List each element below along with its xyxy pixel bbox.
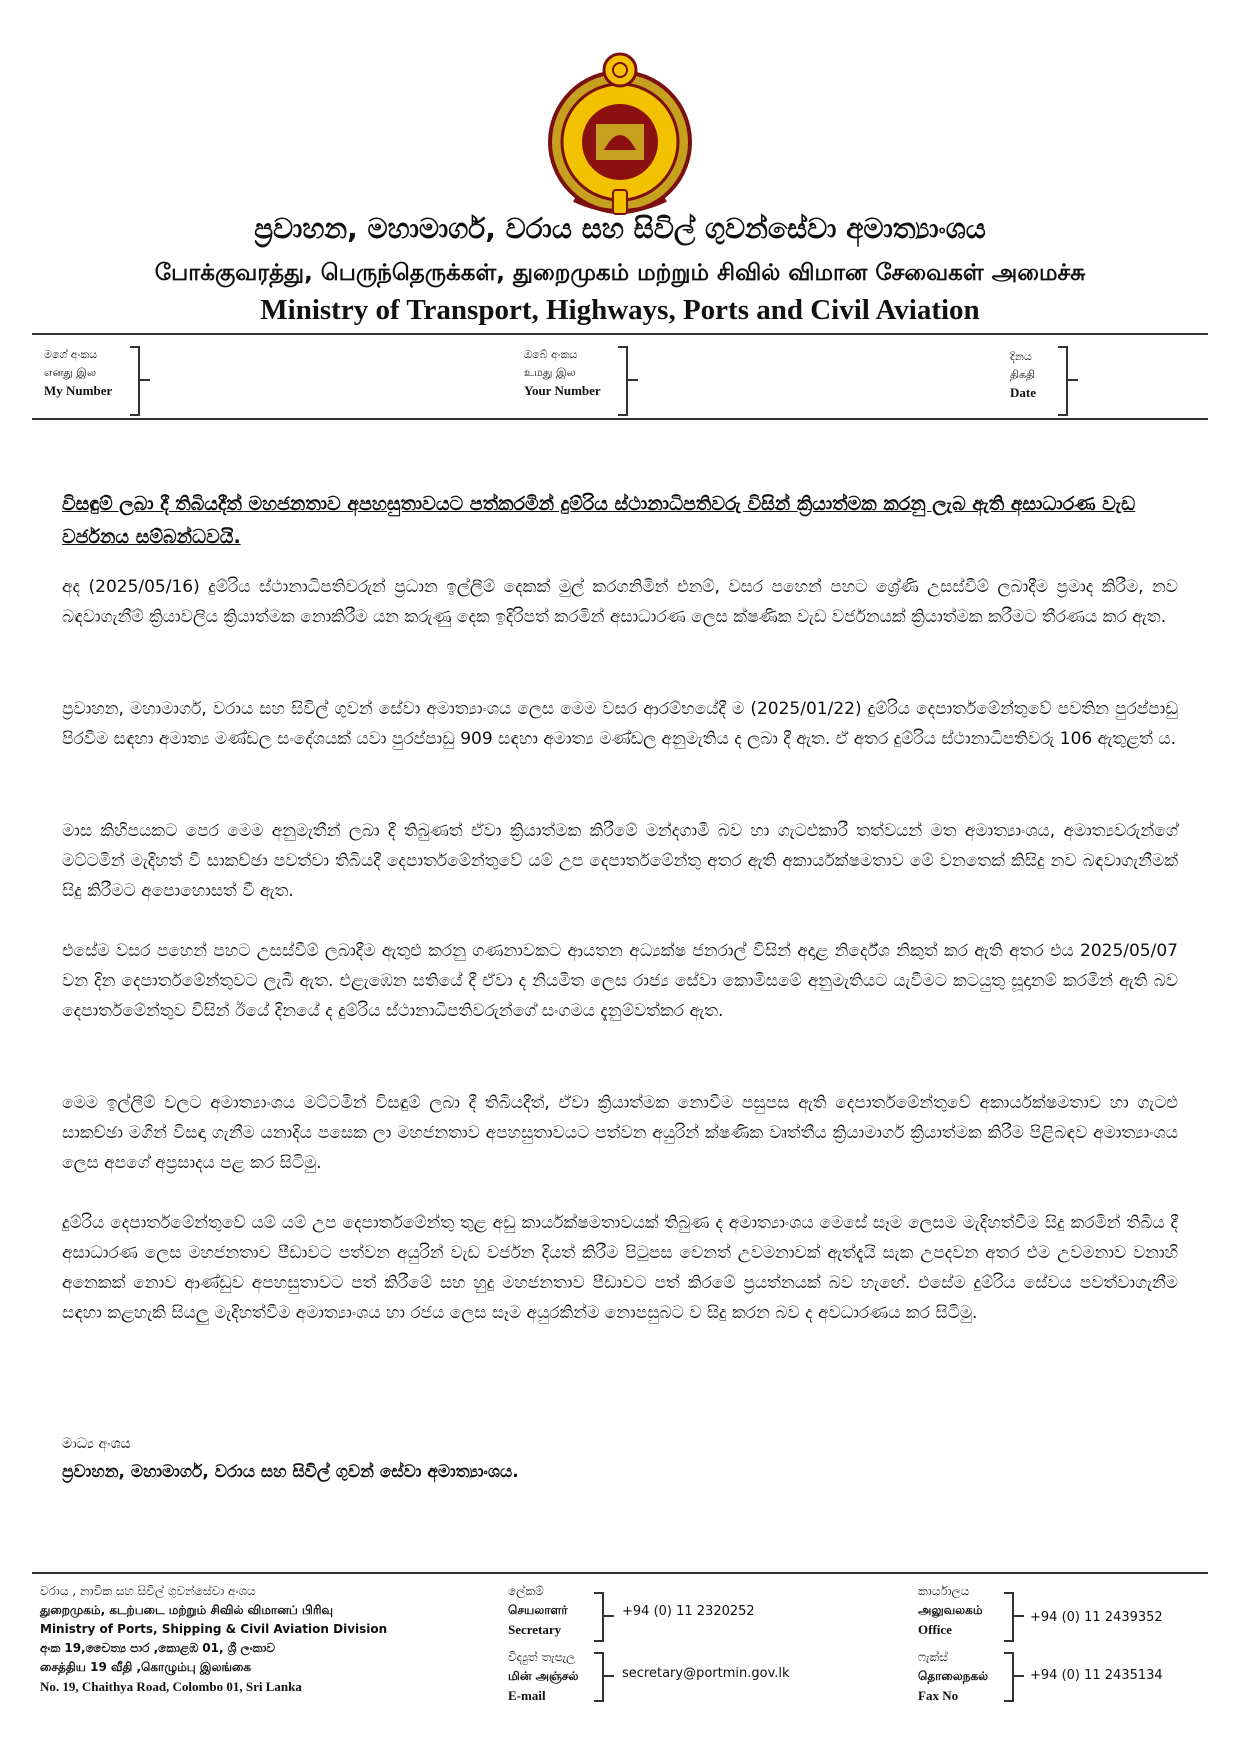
fax-number: +94 (0) 11 2435134 bbox=[1030, 1668, 1163, 1683]
signature-ministry-name: ප්‍රවාහන, මහාමාර්ග, වරාය සහ සිවිල් ගුවන් සේවා අමාත්‍යාංශය. bbox=[62, 1462, 519, 1482]
paragraph-4: එසේම වසර පහෙන් පහට උසස්වීම් ලබාදීම ඇතුළු කරනු ගණනාවකට ආයතන අධ්‍යක්ෂ ජනරාල් විසින් අදාළ නිර්දේශ නිකුත් කර ඇති අතර එය 2025/05/07 වන දින දෙපාර්තමේන්තුවට ලැබී ඇත. එළැඹෙන සතියේ දී ඒවා ද නියමිත ලෙස රාජ්‍ය සේවා කොමිසමේ අනුමැතියට යැවීමට කටයුතු සූදානම් කරමින් ඇති බව දෙපාර්තමේන්තුව විසින් ඊයේ දිනයේ ද දුම්රිය ස්ථානාධිපතිවරුන්ගේ සංගමය දැනුම්වත්කර ඇත. bbox=[62, 941, 1178, 1021]
date-field: දිනය திகதி Date bbox=[1010, 350, 1036, 400]
footer-fax-bracket bbox=[1004, 1652, 1014, 1702]
state-emblem-icon bbox=[534, 50, 706, 222]
footer-secretary-bracket bbox=[594, 1592, 604, 1642]
my-number-bracket bbox=[130, 346, 140, 416]
footer-email-label: විද්‍යුත් තැපැල மின் அஞ்சல் E-mail bbox=[508, 1650, 579, 1703]
footer-secretary-label: ලේකම් செயலாளர் Secretary bbox=[508, 1584, 568, 1637]
secretary-phone: +94 (0) 11 2320252 bbox=[622, 1604, 755, 1619]
paragraph-6: දුම්රිය දෙපාර්තමේන්තුවේ යම් යම් උප දෙපාර්තමේන්තු තුළ අඩු කාර්යක්ෂමතාවයක් තිබුණ ද අමාත්‍යාංශය මෙසේ සෑම ලෙසම මැදිහත්වීම සිදු කරමින් තිබිය දී අසාධාරණ ලෙස මහජනතාව පීඩාවට පත්වන අයුරින් වැඩ වර්ජන දියත් කිරීම පිටුපස වෙනත් උවමනාවක් ඇත්දැයි සැක උපදවන අතර එම උවමනාව වනාහි අනෙකක් නොව ආණ්ඩුව අපහසුතාවට පත් කිරීමේ සහ හුදු මහජනතාව පීඩාවට පත් කිරමේ ප්‍රයත්නයක් බව හැඟේ. එසේම දුම්රිය සේවය පවත්වාගැනීම සඳහා කළහැකි සියලු මැදිහත්වීම අමාත්‍යාංශය හා රජය ලෙස සෑම අයුරකින්ම නොපසුබට ව සිදු කරන බව ද අවධාරණය කර සිටිමු. bbox=[62, 1213, 1178, 1323]
footer-divider bbox=[32, 1572, 1208, 1574]
your-number-bracket bbox=[618, 346, 628, 416]
ministry-title-tamil: போக்குவரத்து, பெருந்தெருக்கள், துறைமுகம் மற்றும் சிவில் விமான சேவைகள் அமைச்சு bbox=[154, 260, 1086, 286]
ministry-title-sinhala: ප්‍රවාහන, මහාමාර්ග, වරාය සහ සිවිල් ගුවන්සේවා අමාත්‍යාංශය bbox=[254, 212, 986, 245]
footer-office-bracket bbox=[1004, 1592, 1014, 1642]
my-number-field: මගේ අංකය எனது இல My Number bbox=[44, 348, 113, 398]
paragraph-3: මාස කිහිපයකට පෙර මෙම අනුමැතීන් ලබා දී තිබුණත් ඒවා ක්‍රියාත්මක කිරීමේ මන්දගාමී බව හා ගැටළුකාරී තත්වයන් මත අමාත්‍යාංශය, අමාත්‍යවරුන්ගේ මට්ටමින් මැදිහත් වී සාකච්ඡා පවත්වා තිබියදී දෙපාර්තමේන්තුවේ යම් උප දෙපාර්තමේන්තු අතර ඇති අකාර්යක්ෂමතාව මේ වනතෙක් කිසිදු නව බඳවාගැනීමක් සිදු කිරීමට අපොහොසත් වී ඇත. bbox=[62, 821, 1178, 901]
ministry-title-english: Ministry of Transport, Highways, Ports and Civil Aviation bbox=[260, 294, 980, 326]
paragraph-5: මෙම ඉල්ලීම් වලට අමාත්‍යාංශය මට්ටමින් විසඳුම් ලබා දී තිබියදීත්, ඒවා ක්‍රියාත්මක නොවීම පසුපස ඇති දෙපාර්තමේන්තුවේ අකාර්යක්ෂමතාව හා ගැටළු සාකච්ඡා මගින් විසඳා ගැනීම යනාදිය පසෙක ලා මහජනතාව අපහසුතාවයට පත්වන අයුරින් ක්ෂණික වෘත්තීය ක්‍රියාමාර්ග ක්‍රියාත්මක කිරීම පිළිබඳව අමාත්‍යාංශය ලෙස අපගේ අප්‍රසාදය පළ කර සිටිමු. bbox=[62, 1093, 1178, 1173]
footer-fax-label: ෆැක්ස් தொலைநகல் Fax No bbox=[918, 1650, 989, 1703]
footer-email-bracket bbox=[594, 1652, 604, 1702]
office-phone: +94 (0) 11 2439352 bbox=[1030, 1610, 1163, 1625]
header-divider bbox=[32, 333, 1208, 335]
media-unit-label: මාධ්‍ය අංශය bbox=[62, 1436, 131, 1452]
your-number-field: ඔබේ අංකය உமது இல Your Number bbox=[524, 348, 601, 398]
paragraph-1: අද (2025/05/16) දුම්රිය ස්ථානාධිපතිවරුන් ප්‍රධාන ඉල්ලීම් දෙකක් මුල් කරගනිමින් එනම්, වසර පහෙන් පහට ශ්‍රේණි උසස්වීම් ලබාදීම ප්‍රමාද කිරීම, නව බඳවාගැනීම් ක්‍රියාවලිය ක්‍රියාත්මක නොකිරීම යන කරුණු දෙක ඉදිරිපත් කරමින් අසාධාරණ ලෙස ක්ෂණික වැඩ වර්ජනයක් ක්‍රියාත්මක කරීමට තීරණය කර ඇත. bbox=[62, 577, 1178, 627]
paragraph-2: ප්‍රවාහන, මහාමාර්ග, වරාය සහ සිවිල් ගුවන් සේවා අමාත්‍යාංශය ලෙස මෙම වසර ආරම්භයේදී ම (2025/01/22) දුම්රිය දෙපාර්තමේන්තුවේ පවතින පුරප්පාඩු පිරවීම සඳහා අමාත්‍ය මණ්ඩල සංදේශයක් යවා පුරප්පාඩු 909 සඳහා අමාත්‍ය මණ්ඩල අනුමැතිය ද ලබා දී ඇත. ඒ අතර දුම්රිය ස්ථානාධිපතිවරු 106 ඇතුළත් ය. bbox=[62, 699, 1178, 749]
reference-divider bbox=[32, 418, 1208, 420]
footer-address: වරාය , නාවික සහ සිවිල් ගුවන්සේවා අංශය துறைமுகம், கடற்படை மற்றும் சிவில் விமானப் பிரிவு Ministry of Ports, Shipping & Civil Aviation Division අංක 19,චෛත්‍ය පාර ,කොළඹ 01, ශ්‍රී ලංකාව சைத்திய 19 வீதி ,கொழும்பு இலங்கை No. 19, Chaithya Road, Colombo 01, Sri Lanka bbox=[40, 1584, 388, 1694]
date-bracket bbox=[1058, 346, 1068, 416]
footer-office-label: කාර්යාලය அலுவலகம் Office bbox=[918, 1584, 983, 1637]
subject-heading: විසඳුම් ලබා දී තිබියදීත් මහජනතාව අපහසුතාවයට පත්කරමින් දුම්රිය ස්ථානාධිපතිවරු විසින් ක්‍රියාත්මක කරනු ලැබ ඇති අසාධාරණ වැඩ වර්ජනය සම්බන්ධවයි. bbox=[62, 493, 1136, 548]
secretary-email[interactable]: secretary@portmin.gov.lk bbox=[622, 1666, 790, 1681]
